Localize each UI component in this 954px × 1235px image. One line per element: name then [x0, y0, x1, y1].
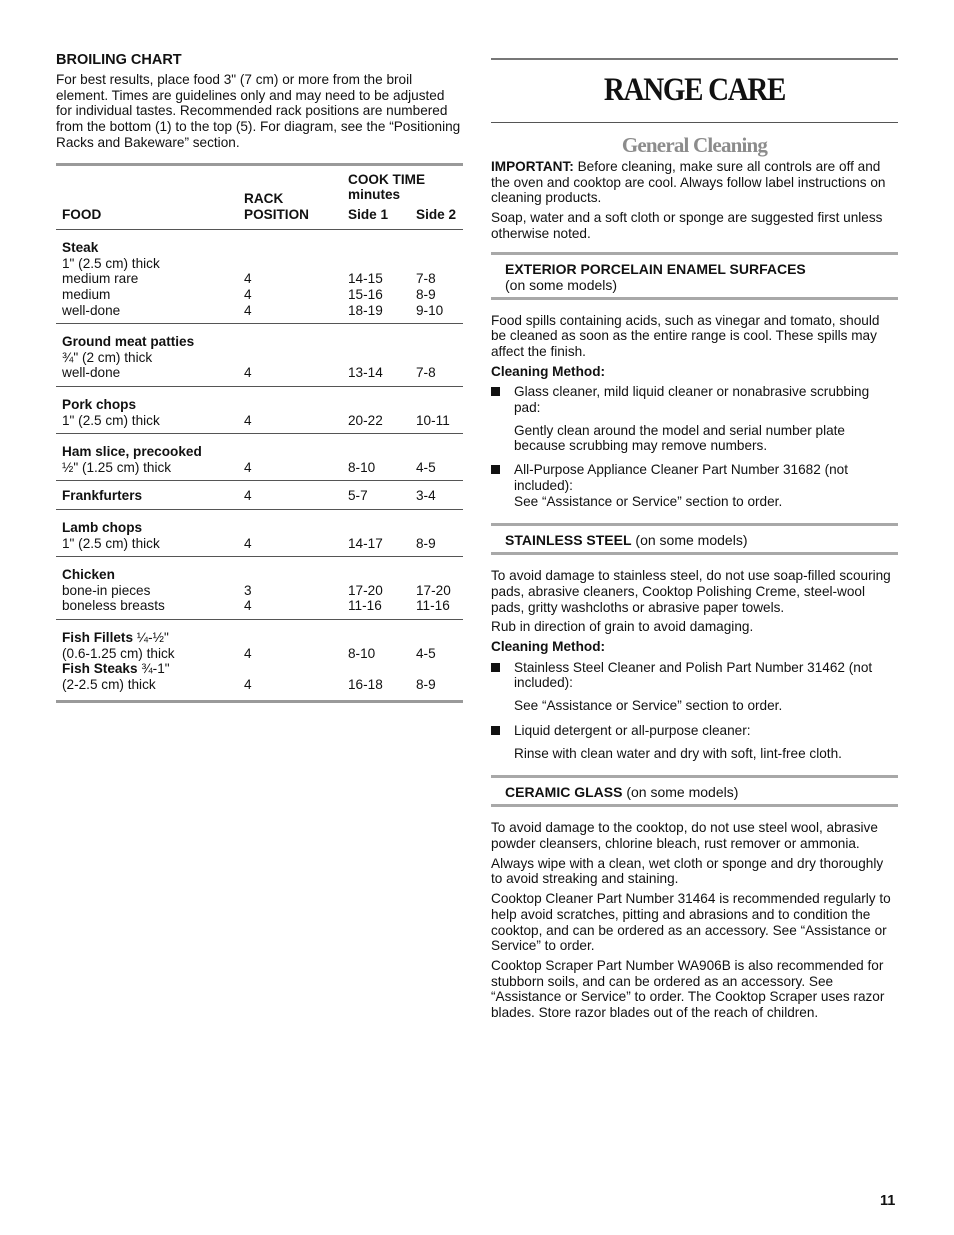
side1-value: 14-17	[348, 535, 383, 551]
side1-value: 5-7	[348, 488, 368, 504]
food-name: Fish Steaks	[62, 661, 138, 677]
food-size: ¼-½"	[133, 629, 169, 645]
side2-value: 3-4	[416, 488, 436, 504]
col-food: FOOD	[62, 206, 102, 222]
food-detail: (0.6-1.25 cm) thick	[62, 645, 175, 661]
rack-value: 4	[244, 412, 252, 428]
side1-value: 17-20	[348, 582, 383, 598]
rack-value: 4	[244, 676, 252, 692]
broiling-chart-intro: For best results, place food 3" (7 cm) or more from the broil element. Times are guidelines only and may need to be adjusted for individual tastes. Recommended rack positions are numbered from the bottom (1) to the top (5). For diagram, see the “Positioning Racks and Bakeware” section.	[56, 72, 461, 150]
side2-value: 11-16	[416, 598, 450, 614]
side1-value: 14-15	[348, 271, 383, 287]
food-detail: medium	[62, 287, 111, 303]
ceramic-glass-paragraph: Cooktop Cleaner Part Number 31464 is recommended regularly to help avoid scratches, pitting and abrasions and to condition the cooktop, and can be ordered as an accessory. See “Assistance or Service” to order.	[491, 891, 891, 954]
soap-note: Soap, water and a soft cloth or sponge are suggested first unless otherwise noted.	[491, 210, 883, 241]
rack-value: 4	[244, 598, 252, 614]
side2-value: 7-8	[416, 365, 436, 381]
list-item-detail: See “Assistance or Service” section to order.	[514, 493, 783, 509]
food-name: Lamb chops	[62, 520, 143, 536]
porcelain-section-header: EXTERIOR PORCELAIN ENAMEL SURFACES (on some models)	[491, 252, 898, 300]
table-header-row	[56, 164, 463, 230]
food-detail: 1" (2.5 cm) thick	[62, 412, 160, 428]
table-row	[56, 557, 463, 620]
table-row	[56, 481, 463, 510]
food-name: Fish Fillets	[62, 629, 134, 645]
side1-value: 8-10	[348, 645, 376, 661]
food-detail: medium rare	[62, 271, 139, 287]
cleaning-method-label: Cleaning Method:	[491, 639, 606, 655]
food-detail: bone-in pieces	[62, 582, 151, 598]
list-item-detail: See “Assistance or Service” section to order.	[514, 698, 783, 714]
food-detail: (2-2.5 cm) thick	[62, 676, 156, 692]
section-subtitle: General Cleaning	[621, 133, 768, 157]
side1-value: 18-19	[348, 302, 383, 318]
broiling-chart-heading: BROILING CHART	[56, 52, 182, 68]
side1-value: 11-16	[348, 598, 382, 614]
rack-value: 3	[244, 582, 252, 598]
title-rule	[491, 122, 898, 123]
side2-value: 8-9	[416, 676, 436, 692]
broiling-chart-table	[56, 163, 463, 704]
page-number: 11	[880, 1193, 896, 1209]
rack-value: 4	[244, 287, 252, 303]
rack-value: 4	[244, 535, 252, 551]
rack-value: 4	[244, 365, 252, 381]
side2-value: 10-11	[416, 412, 450, 428]
col-rack-position: RACK POSITION	[244, 191, 309, 222]
side2-value: 9-10	[416, 302, 444, 318]
rack-value: 4	[244, 488, 252, 504]
food-detail: well-done	[62, 302, 121, 318]
ceramic-glass-paragraph: Always wipe with a clean, wet cloth or sponge and dry thoroughly to avoid streaking and staining.	[491, 855, 884, 887]
rack-value: 4	[244, 459, 252, 475]
food-detail: 1" (2.5 cm) thick	[62, 535, 160, 551]
food-name: Ham slice, precooked	[62, 444, 202, 460]
food-detail: 1" (2.5 cm) thick	[62, 255, 160, 271]
ceramic-glass-paragraph: Cooktop Scraper Part Number WA906B is also recommended for stubborn soils, and can be ordered as an accessory. See “Assistance or Service” to order. The Cooktop Scraper uses razor blades. Store razor blades out of the reach of children.	[491, 957, 885, 1021]
col-side-2: Side 2	[416, 206, 457, 222]
food-detail: well-done	[62, 365, 121, 381]
side2-value: 8-9	[416, 535, 436, 551]
side2-value: 8-9	[416, 287, 436, 303]
table-row	[56, 324, 463, 387]
bullet-square-icon	[491, 663, 500, 672]
table-row	[56, 510, 463, 557]
table-row	[56, 387, 463, 434]
food-name: Ground meat patties	[62, 334, 195, 350]
bullet-square-icon	[491, 465, 500, 474]
side2-value: 17-20	[416, 582, 451, 598]
list-item: All-Purpose Appliance Cleaner Part Number 31682 (not included):	[491, 462, 898, 493]
range-care-section	[491, 58, 898, 1025]
table-row	[56, 434, 463, 481]
food-size: ¾-1"	[137, 661, 170, 677]
side1-value: 15-16	[348, 287, 383, 303]
page-title: RANGE CARE	[603, 72, 786, 108]
porcelain-intro: Food spills containing acids, such as vinegar and tomato, should be cleaned as soon as the entire range is cool. These spills may affect the finish.	[491, 312, 880, 359]
stainless-intro: To avoid damage to stainless steel, do not use soap-filled scouring pads, abrasive cleaners, Cooktop Polishing Creme, steel-wool pads, gritty washcloths or abrasive paper towels.	[491, 568, 891, 615]
side2-value: 4-5	[416, 459, 436, 475]
food-name: Chicken	[62, 567, 115, 583]
food-detail: boneless breasts	[62, 598, 165, 614]
side1-value: 20-22	[348, 412, 383, 428]
list-item: Glass cleaner, mild liquid cleaner or nonabrasive scrubbing pad:	[491, 384, 898, 415]
col-side-1: Side 1	[348, 206, 389, 222]
list-item: Stainless Steel Cleaner and Polish Part Number 31462 (not included):	[491, 660, 898, 691]
food-detail: ¾" (2 cm) thick	[62, 349, 153, 365]
stainless-rub-note: Rub in direction of grain to avoid damaging.	[491, 619, 754, 635]
cook-time-label: COOK TIME minutes	[348, 171, 426, 203]
side1-value: 8-10	[348, 459, 376, 475]
side1-value: 13-14	[348, 365, 383, 381]
cleaning-method-label: Cleaning Method:	[491, 363, 606, 379]
important-note: IMPORTANT: Before cleaning, make sure all controls are off and the oven and cooktop are cool. Always follow label instructions on cleaning products.	[491, 159, 886, 206]
side2-value: 7-8	[416, 271, 436, 287]
list-item-detail: Gently clean around the model and serial number plate because scrubbing may remove numbers.	[514, 422, 845, 454]
ceramic-glass-section-header: CERAMIC GLASS (on some models)	[491, 775, 898, 807]
food-detail: ½" (1.25 cm) thick	[62, 459, 172, 475]
broiling-chart-section	[56, 52, 463, 703]
col-cook-time	[342, 164, 463, 230]
food-name: Frankfurters	[62, 488, 143, 504]
table-row	[56, 230, 463, 324]
rack-value: 4	[244, 271, 252, 287]
side2-value: 4-5	[416, 645, 436, 661]
side1-value: 16-18	[348, 676, 383, 692]
table-row	[56, 619, 463, 701]
list-item-detail: Rinse with clean water and dry with soft, lint-free cloth.	[514, 745, 842, 761]
food-name: Steak	[62, 240, 99, 256]
bullet-square-icon	[491, 726, 500, 735]
bullet-square-icon	[491, 387, 500, 396]
food-name: Pork chops	[62, 397, 137, 413]
ceramic-glass-paragraph: To avoid damage to the cooktop, do not use steel wool, abrasive powder cleansers, chlorine bleach, rust remover or ammonia.	[491, 820, 878, 851]
stainless-section-header: STAINLESS STEEL (on some models)	[491, 523, 898, 555]
list-item: Liquid detergent or all-purpose cleaner:	[491, 723, 898, 739]
rack-value: 4	[244, 302, 252, 318]
rack-value: 4	[244, 645, 252, 661]
